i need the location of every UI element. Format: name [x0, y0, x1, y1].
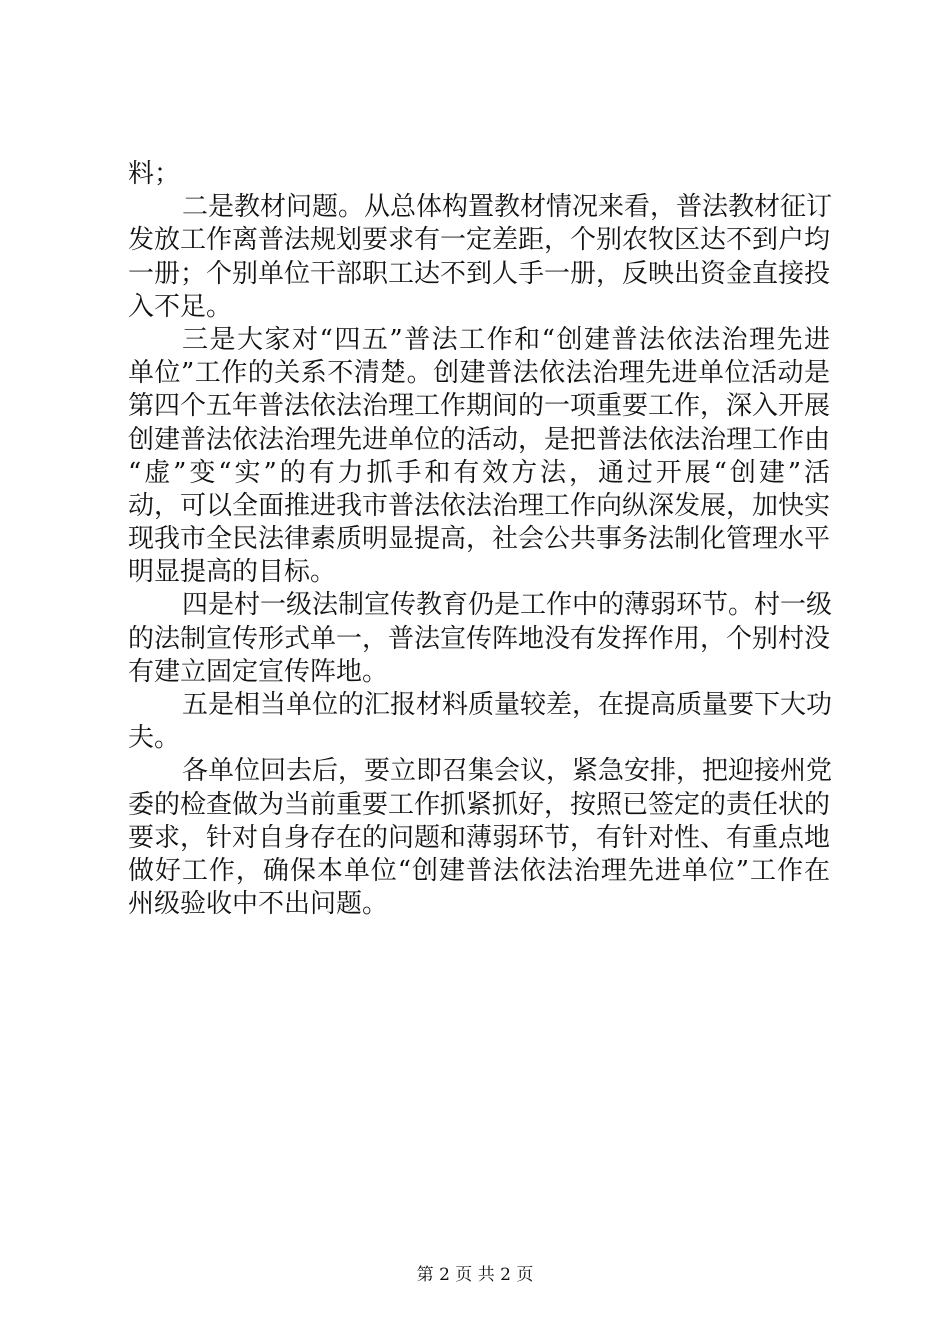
text-line: 有建立固定宣传阵地。	[128, 656, 389, 687]
text-line: 发放工作离普法规划要求有一定差距，个别农牧区达不到户均	[128, 225, 831, 256]
paragraph-first-line: 三是大家对“四五”普法工作和“创建普法依法治理先进	[182, 324, 830, 355]
paragraph-first-line: 四是村一级法制宣传教育仍是工作中的薄弱环节。村一级	[182, 590, 833, 621]
text-line: 创建普法依法治理先进单位的活动，是把普法依法治理工作由	[128, 424, 831, 455]
text-line: 动，可以全面推进我市普法依法治理工作向纵深发展，加快实	[128, 490, 831, 521]
text-line: 要求，针对自身存在的问题和薄弱环节，有针对性、有重点地	[128, 822, 831, 853]
paragraph-first-line: 二是教材问题。从总体构置教材情况来看，普法教材征订	[182, 192, 833, 223]
text-line: “虚”变“实”的有力抓手和有效方法，通过开展“创建”活	[128, 457, 830, 488]
text-line: 第四个五年普法依法治理工作期间的一项重要工作，深入开展	[128, 391, 831, 422]
paragraph-first-line: 各单位回去后，要立即召集会议，紧急安排，把迎接州党	[182, 756, 833, 787]
text-line: 一册；个别单位干部职工达不到人手一册，反映出资金直接投	[128, 258, 831, 289]
paragraph-first-line: 五是相当单位的汇报材料质量较差，在提高质量要下大功	[182, 690, 833, 720]
text-line: 明显提高的目标。	[128, 557, 337, 588]
document-body	[128, 158, 833, 921]
text-line: 的法制宣传形式单一，普法宣传阵地没有发挥作用，个别村没	[128, 623, 831, 654]
text-line: 入不足。	[128, 291, 233, 322]
text-line: 委的检查做为当前重要工作抓紧抓好，按照已签定的责任状的	[128, 789, 831, 820]
text-line: 夫。	[128, 723, 181, 754]
text-line: 做好工作，确保本单位“创建普法依法治理先进单位”工作在	[128, 855, 830, 886]
page-number: 第 2 页 共 2 页	[416, 1265, 534, 1285]
text-line: 现我市全民法律素质明显提高，社会公共事务法制化管理水平	[128, 524, 831, 555]
text-line: 州级验收中不出问题。	[128, 889, 389, 920]
text-line: 料；	[128, 159, 181, 189]
text-line: 单位”工作的关系不清楚。创建普法依法治理先进单位活动是	[128, 358, 830, 389]
page-footer	[0, 1264, 950, 1286]
